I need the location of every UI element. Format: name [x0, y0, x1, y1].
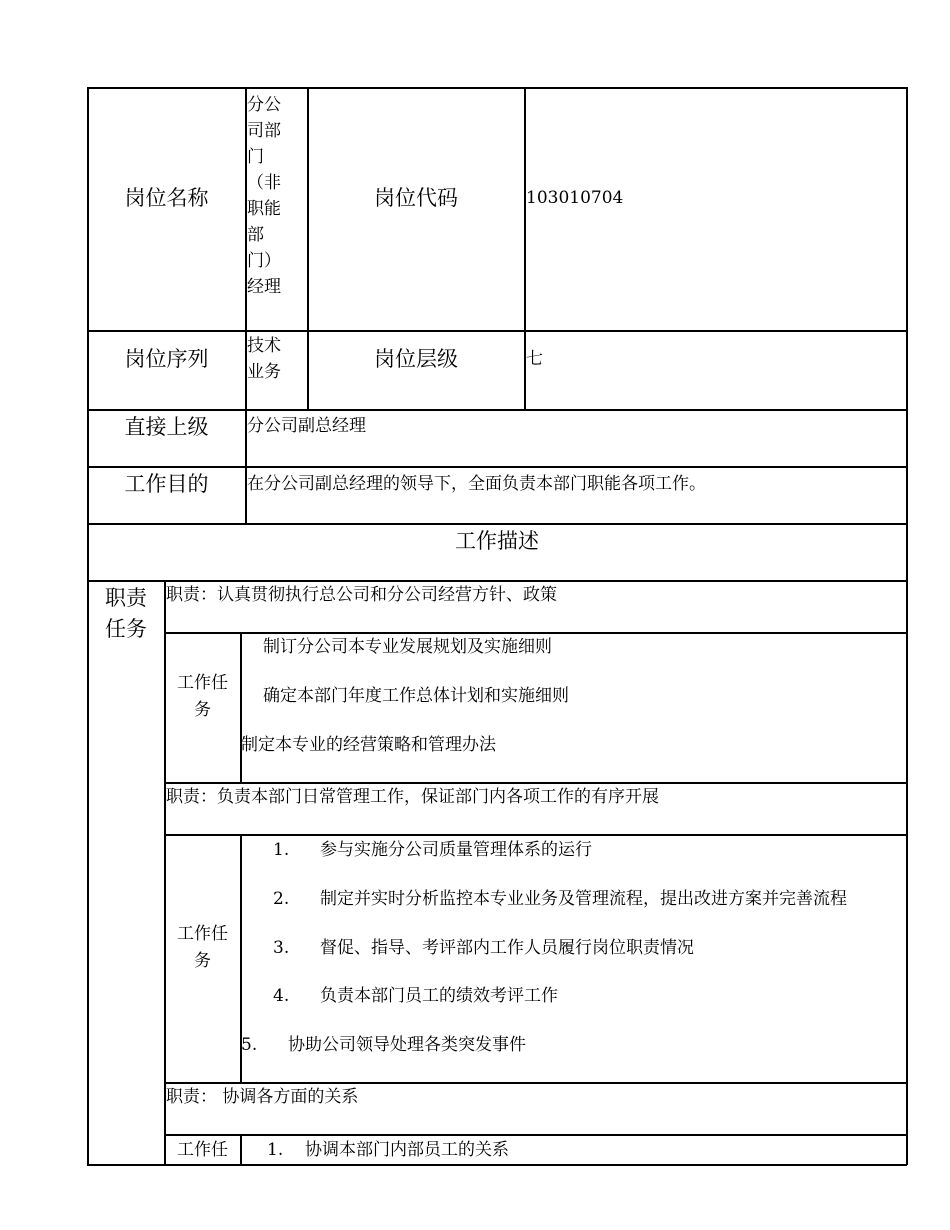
post-level-value: 七 [526, 349, 543, 369]
superior-label: 直接上级 [124, 415, 209, 439]
duty-title: 职责：认真贯彻执行总公司和分公司经营方针、政策 [166, 585, 557, 605]
task-number: 1. [267, 1140, 284, 1160]
post-name-label: 岗位名称 [124, 186, 209, 210]
post-name-value [247, 92, 281, 300]
row-divider [164, 1134, 907, 1136]
post-name-value-line: 门） [247, 251, 281, 271]
post-level-label: 岗位层级 [374, 347, 458, 371]
task-item: 制订分公司本专业发展规划及实施细则 [263, 637, 552, 657]
row-divider [87, 466, 907, 468]
row-divider [164, 1082, 907, 1084]
task-item: 负责本部门员工的绩效考评工作 [320, 986, 558, 1006]
row-divider [164, 782, 907, 784]
superior-value: 分公司副总经理 [247, 416, 366, 436]
task-label-line: 务 [194, 951, 211, 971]
duty-title: 职责：负责本部门日常管理工作，保证部门内各项工作的有序开展 [166, 787, 659, 807]
post-code-value: 103010704 [526, 188, 624, 208]
table-border-bottom [87, 1164, 907, 1166]
task-label-line: 务 [194, 700, 211, 720]
task-item: 督促、指导、考评部内工作人员履行岗位职责情况 [320, 938, 694, 958]
post-name-value-line: 司部 [247, 121, 281, 141]
column-divider [164, 580, 166, 1165]
task-number: 4. [273, 986, 290, 1006]
row-divider [164, 632, 907, 634]
task-item: 制定本专业的经营策略和管理办法 [241, 735, 496, 755]
post-series-value-line: 技术 [247, 336, 281, 356]
post-name-value-line: 职能 [247, 199, 281, 219]
post-series-value-line: 业务 [247, 362, 281, 382]
duty-label-line: 任务 [105, 617, 147, 641]
row-divider [87, 330, 907, 332]
post-name-value-line: 经理 [247, 277, 281, 297]
column-divider [240, 1134, 242, 1165]
duty-title: 职责： 协调各方面的关系 [166, 1087, 359, 1107]
task-label-line: 工作任 [177, 1140, 228, 1160]
task-label-line: 工作任 [177, 924, 228, 944]
task-number: 3. [273, 938, 290, 958]
post-series-label: 岗位序列 [124, 347, 209, 371]
post-name-value-line: 部 [247, 225, 264, 245]
post-name-value-line: 门 [247, 147, 264, 167]
purpose-value: 在分公司副总经理的领导下，全面负责本部门职能各项工作。 [247, 474, 706, 494]
column-divider [240, 632, 242, 783]
task-item: 制定并实时分析监控本专业业务及管理流程，提出改进方案并完善流程 [320, 889, 847, 909]
task-item: 协助公司领导处理各类突发事件 [288, 1035, 526, 1055]
post-series-value [247, 333, 281, 385]
purpose-label: 工作目的 [124, 472, 209, 496]
table-border-right [906, 87, 908, 1165]
task-number: 1. [273, 840, 290, 860]
task-number: 5. [241, 1035, 258, 1055]
row-divider [87, 409, 907, 411]
table-border-top [87, 87, 907, 89]
work-description-title: 工作描述 [455, 529, 539, 553]
row-divider [87, 523, 907, 525]
row-divider [87, 580, 907, 582]
task-item: 参与实施分公司质量管理体系的运行 [320, 840, 592, 860]
duty-label-line: 职责 [105, 586, 147, 610]
post-name-value-line: 分公 [247, 95, 281, 115]
row-divider [164, 834, 907, 836]
task-item: 确定本部门年度工作总体计划和实施细则 [263, 686, 569, 706]
task-item: 协调本部门内部员工的关系 [305, 1140, 509, 1160]
post-code-label: 岗位代码 [374, 186, 458, 210]
task-label-line: 工作任 [177, 673, 228, 693]
task-number: 2. [273, 889, 290, 909]
post-name-value-line: （非 [247, 173, 281, 193]
